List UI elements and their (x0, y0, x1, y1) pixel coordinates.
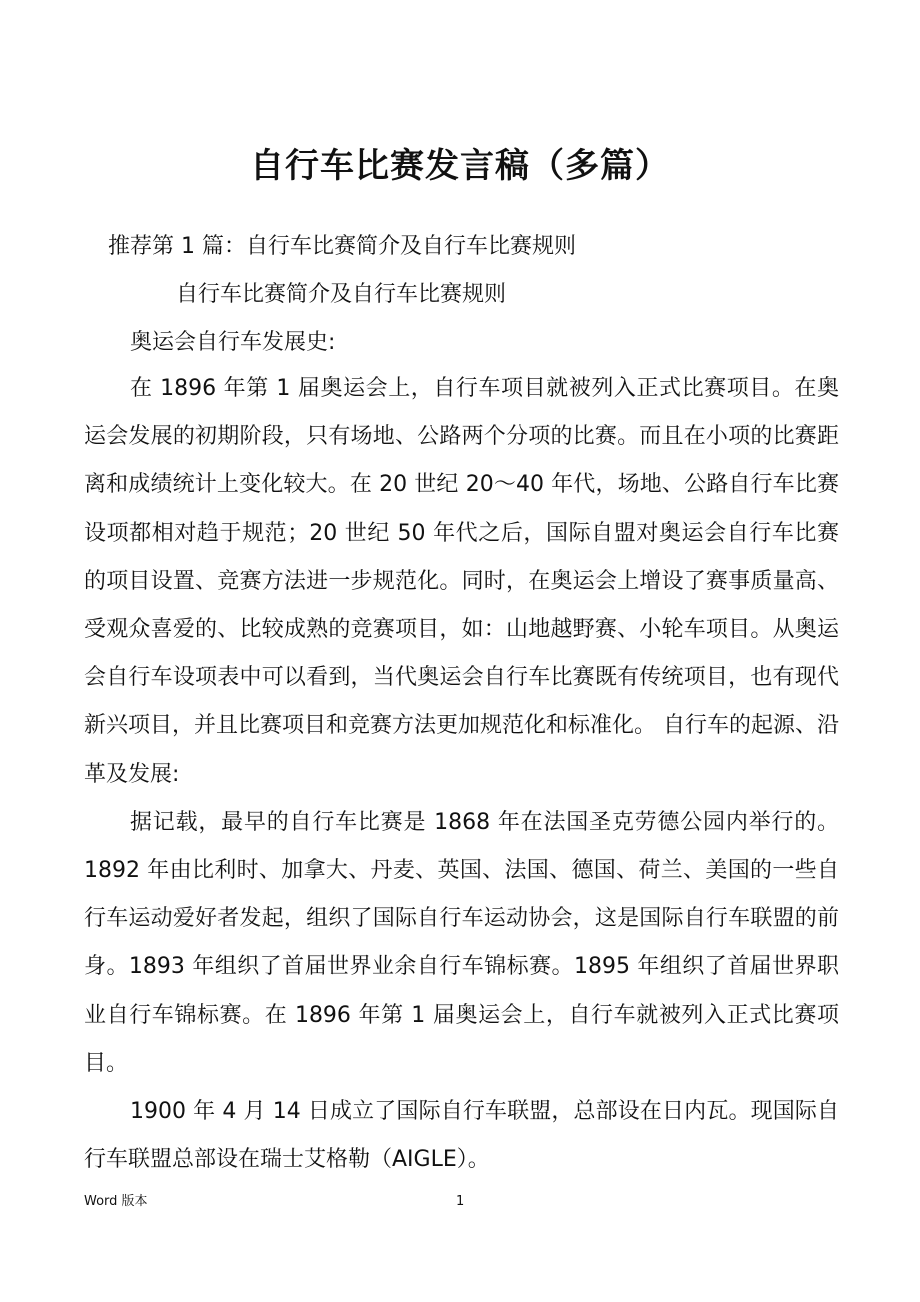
recommend-heading: 推荐第 1 篇：自行车比赛简介及自行车比赛规则 (108, 234, 576, 259)
paragraph-uci-founding: 1900 年 4 月 14 日成立了国际自行车联盟，总部设在日内瓦。现国际自行车联盟总部设在瑞士艾格勒（AIGLE）。 (84, 1099, 839, 1173)
section-heading: 自行车比赛简介及自行车比赛规则 (176, 282, 507, 307)
body-text (84, 365, 839, 1184)
paragraph-origin: 据记载，最早的自行车比赛是 1868 年在法国圣克劳德公园内举行的。1892 年由比利时、加拿大、丹麦、英国、法国、德国、荷兰、美国的一些自行车运动爱好者发起，组织了国际自行车运动协会，这是国际自行车联盟的前身。1893 年组织了首届世界业余自行车锦标赛。1895 年组织了首届世界职业自行车锦标赛。在 1896 年第 1 届奥运会上，自行车就被列入正式比赛项目。 (84, 809, 839, 1076)
olympic-history-label: 奥运会自行车发展史: (130, 330, 336, 355)
document-title: 自行车比赛发言稿（多篇） (250, 146, 670, 186)
footer-page-number: 1 (456, 1194, 465, 1209)
paragraph-olympic-history: 在 1896 年第 1 届奥运会上，自行车项目就被列入正式比赛项目。在奥运会发展的初期阶段，只有场地、公路两个分项的比赛。而且在小项的比赛距离和成绩统计上变化较大。在 20 世纪 20～40 年代，场地、公路自行车比赛设项都相对趋于规范；20 世纪 50 年代之后，国际自盟对奥运会自行车比赛的项目设置、竞赛方法进一步规范化。同时，在奥运会上增设了赛事质量高、受观众喜爱的、比较成熟的竞赛项目，如：山地越野赛、小轮车项目。从奥运会自行车设项表中可以看到，当代奥运会自行车比赛既有传统项目，也有现代新兴项目，并且比赛项目和竞赛方法更加规范化和标准化。 自行车的起源、沿革及发展: (84, 376, 839, 787)
footer-version-label: Word 版本 (84, 1194, 148, 1209)
